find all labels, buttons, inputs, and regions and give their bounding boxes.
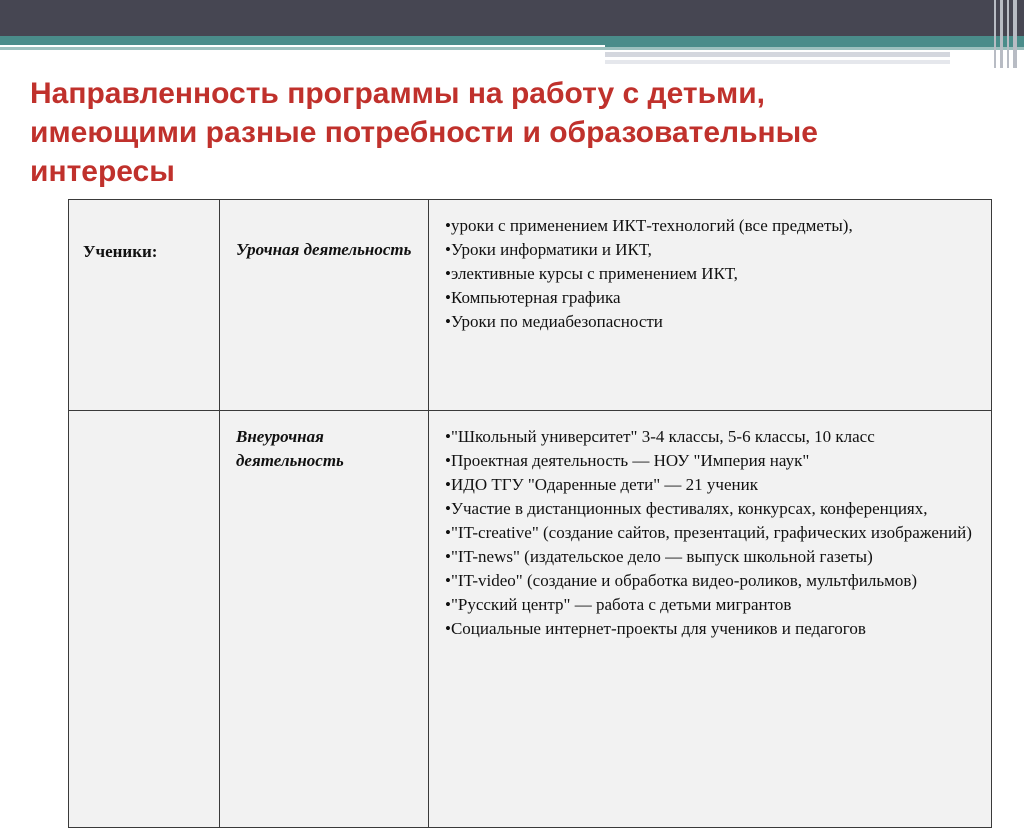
header-grey-stripe-1 (605, 52, 950, 57)
extracurricular-activity-label: Внеурочная деятельность (220, 411, 429, 828)
list-item: •Социальные интернет-проекты для учеников и педагогов (445, 619, 866, 638)
empty-cell (69, 411, 220, 828)
list-item: •"Русский центр" — работа с детьми мигрантов (445, 595, 792, 614)
extracurricular-activity-list (429, 411, 992, 828)
list-item: •Уроки информатики и ИКТ, (445, 240, 652, 259)
header-grey-stripe-2 (605, 60, 950, 64)
list-item: •Участие в дистанционных фестивалях, конкурсах, конференциях, (445, 499, 928, 518)
program-table (68, 199, 992, 828)
header-dark-band (0, 0, 1024, 36)
list-item: •"IT-creative" (создание сайтов, презентаций, графических изображений) (445, 523, 972, 542)
list-item: •Уроки по медиабезопасности (445, 312, 663, 331)
list-item: •элективные курсы с применением ИКТ, (445, 264, 738, 283)
table-row (69, 200, 992, 411)
list-item: •"Школьный университет" 3-4 классы, 5-6 классы, 10 класс (445, 427, 875, 446)
header-decorative-lines (990, 0, 1024, 68)
list-item: •Компьютерная графика (445, 288, 621, 307)
students-label: Ученики: (69, 200, 220, 411)
list-item: •"IT-news" (издательское дело — выпуск школьной газеты) (445, 547, 873, 566)
slide-title: Направленность программы на работу с детьми, имеющими разные потребности и образовательные интересы (30, 77, 818, 188)
list-item: •уроки с применением ИКТ-технологий (все предметы), (445, 216, 853, 235)
list-item: •Проектная деятельность — НОУ "Империя наук" (445, 451, 810, 470)
header-white-stripe (0, 45, 605, 47)
list-item: •ИДО ТГУ "Одаренные дети" — 21 ученик (445, 475, 758, 494)
classroom-activity-list (429, 200, 992, 411)
table-row (69, 411, 992, 828)
classroom-activity-label: Урочная деятельность (220, 200, 429, 411)
list-item: •"IT-video" (создание и обработка видео-роликов, мультфильмов) (445, 571, 918, 590)
header-teal-light-band (0, 47, 1024, 50)
